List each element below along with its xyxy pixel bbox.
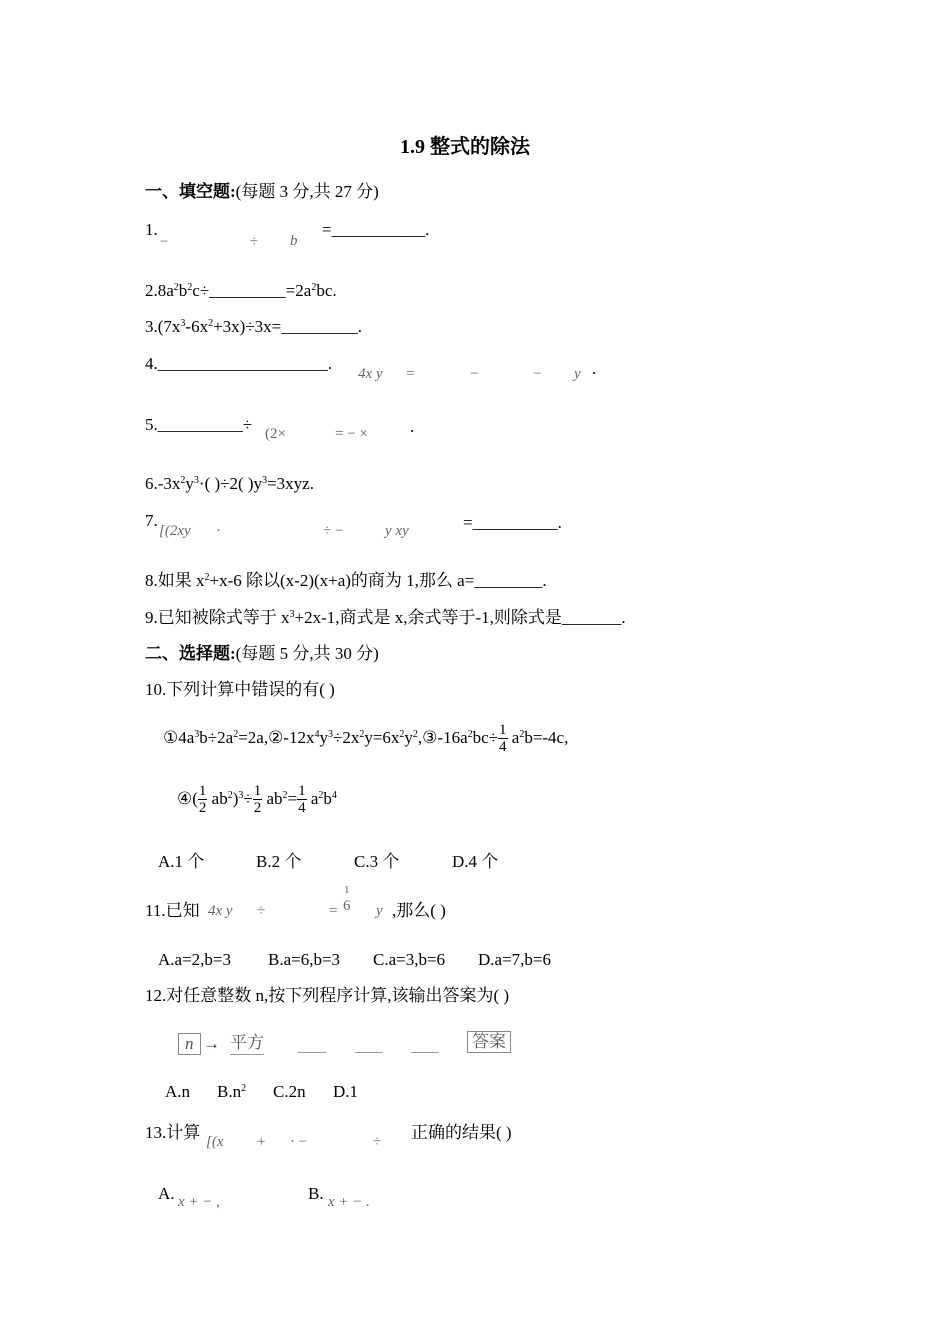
- flow-connector: [355, 1052, 383, 1053]
- question-9: 9.已知被除式等于 $x^3+2x-1$,商式是 x,余式等于-1,则除式是_______.: [145, 608, 626, 627]
- flow-connector: [411, 1052, 439, 1053]
- option-c: C.3 个: [354, 852, 400, 871]
- question-7-fragment: ÷ −: [323, 523, 344, 539]
- question-1-fragment: −: [160, 234, 169, 250]
- question-8: 8.如果 $x^2+x-6$ 除以(x-2)(x+a)的商为 1,那么 a=________.: [145, 571, 547, 590]
- question-2: $2.8a^2b^2c\div\_\_\_\_\_\_\_\_\_=2a^2bc$.: [145, 281, 337, 300]
- arrow-icon: →: [203, 1034, 220, 1053]
- question-5-fragment: (2×: [265, 426, 286, 442]
- question-7-number: 7.: [145, 511, 158, 530]
- question-4-fragment: .: [592, 359, 597, 378]
- question-11-fragment: ÷: [257, 903, 266, 919]
- option-c: C.2n: [273, 1082, 306, 1101]
- question-4-fragment: −: [470, 366, 479, 382]
- question-4-fragment: 4x y: [358, 366, 383, 382]
- question-6: $6.-3x^2y^3\cdot$( )÷2( )$y^3=3xyz$.: [145, 474, 314, 493]
- option-b: $B.n^2$: [217, 1082, 247, 1101]
- question-5-fragment: .: [410, 417, 415, 436]
- question-1-fragment: b: [290, 233, 298, 249]
- question-13-stem-end: 正确的结果( ): [411, 1123, 512, 1142]
- question-13-stem: 13.计算: [145, 1123, 201, 1142]
- section-1-heading: 一、填空题:(每题 3 分,共 27 分): [145, 182, 379, 201]
- page-title: 1.9 整式的除法: [400, 136, 530, 158]
- option-a: A.a=2,b=3: [158, 950, 231, 969]
- question-4-fragment: −: [533, 366, 542, 382]
- question-11-stem: 11.已知: [145, 901, 200, 920]
- fraction: $\frac{1}{2}$: [198, 782, 207, 816]
- question-1-number: 1.: [145, 220, 158, 239]
- question-11-fragment: y: [376, 903, 383, 919]
- fraction: $\frac{1}{4}$: [499, 721, 507, 755]
- question-13-fragment: [(x: [206, 1134, 224, 1150]
- flow-output-box: 答案: [467, 1031, 511, 1053]
- question-13-fragment: ÷: [373, 1134, 382, 1150]
- option-c: C.a=3,b=6: [373, 950, 446, 969]
- section-2-heading: 二、选择题:(每题 5 分,共 30 分): [145, 644, 379, 663]
- option-d: D.a=7,b=6: [478, 950, 551, 969]
- option-a: A.1 个: [158, 852, 205, 871]
- option-a-expression: x + − ,: [178, 1194, 220, 1210]
- question-11-fragment: 4x y: [208, 903, 233, 919]
- question-10-line-2: ④( $\frac{1}{2}$ $ab^2)^3\div$ $\frac{1}{2}$ $ab^2=$ $\frac{1}{4}$ $a^2b^4$: [177, 782, 337, 816]
- option-b: B.2 个: [256, 852, 302, 871]
- fraction: $\frac{1}{2}$: [253, 782, 262, 816]
- option-d: D.1: [333, 1082, 359, 1101]
- question-1-blank: =___________.: [322, 220, 430, 239]
- question-11-fragment: =: [329, 903, 338, 919]
- question-13-fragment: · −: [290, 1134, 308, 1150]
- question-5-fragment: = − ×: [335, 426, 368, 442]
- flow-connector: [298, 1052, 326, 1053]
- flow-step-square: 平方: [230, 1032, 264, 1055]
- option-b: B.a=6,b=3: [268, 950, 341, 969]
- option-b-expression: x + − .: [328, 1194, 370, 1210]
- question-10-line-1: $①4a^3b\div 2a^2=2a,②-12x^4y^3\div 2x^2y=6x^2y^2,③-16a^2bc\div$ $\frac{1}{4}$ $a^2b=-4c$,: [163, 721, 569, 755]
- option-a: A.: [158, 1184, 175, 1203]
- question-7-fragment: y xy: [385, 523, 409, 539]
- question-4-blank: 4.____________________.: [145, 354, 332, 373]
- option-d: D.4 个: [452, 852, 499, 871]
- option-b: B.: [308, 1184, 324, 1203]
- question-11-stem-end: ,那么( ): [392, 901, 446, 920]
- question-11-fraction: 1 6: [343, 884, 351, 914]
- question-4-fragment: y: [574, 366, 581, 382]
- question-7-fragment: ·: [216, 523, 221, 539]
- flow-input-box: n: [178, 1033, 201, 1055]
- question-1-fragment: ÷: [250, 234, 259, 250]
- question-3: $3.(7x^3-6x^2+3x)\div 3x=\_\_\_\_\_\_\_\_\_$.: [145, 317, 363, 336]
- question-4-fragment: =: [406, 366, 415, 382]
- question-5-blank: 5.__________÷: [145, 415, 253, 434]
- question-12-stem: 12.对任意整数 n,按下列程序计算,该输出答案为( ): [145, 986, 510, 1005]
- option-a: A.n: [165, 1082, 191, 1101]
- question-7-fragment: [(2xy: [159, 523, 191, 539]
- question-7-blank: =__________.: [463, 513, 562, 532]
- question-10-stem: 10.下列计算中错误的有( ): [145, 680, 335, 699]
- question-13-fragment: +: [257, 1134, 266, 1150]
- fraction: $\frac{1}{4}$: [298, 782, 306, 816]
